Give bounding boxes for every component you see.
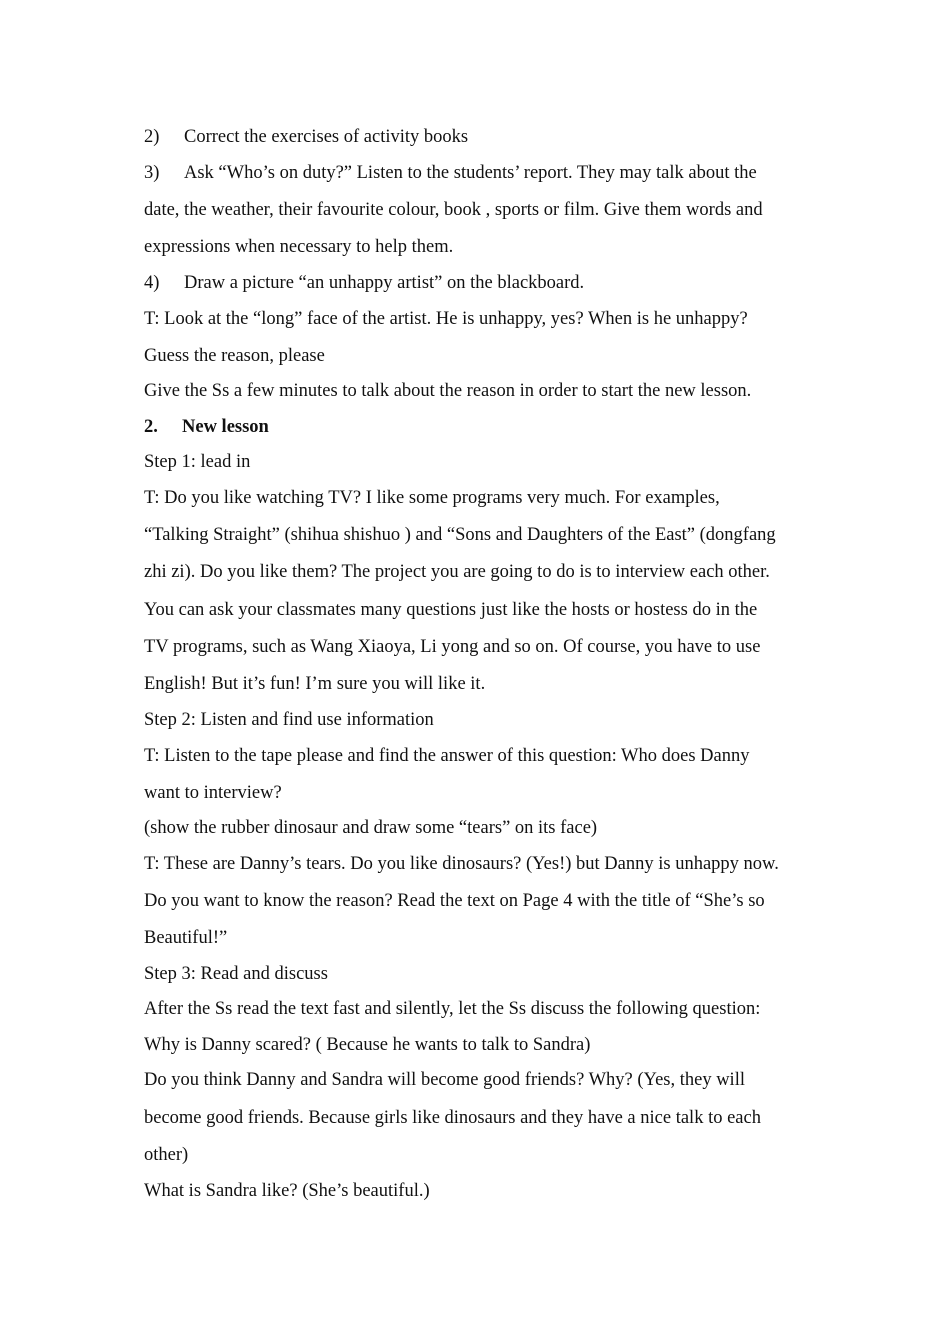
item-text: Draw a picture “an unhappy artist” on the blackboard. — [184, 273, 585, 293]
paragraph-line: date, the weather, their favourite colour, book , sports or film. Give them words and — [144, 200, 763, 220]
section-number: 2. — [144, 417, 158, 437]
paragraph-line: Do you want to know the reason? Read the text on Page 4 with the title of “She’s so — [144, 891, 765, 911]
paragraph-line: expressions when necessary to help them. — [144, 237, 454, 257]
list-item-4 — [144, 272, 584, 294]
step-heading: Step 3: Read and discuss — [144, 964, 328, 984]
paragraph-line: You can ask your classmates many questions just like the hosts or hostess do in the — [144, 600, 758, 620]
list-item-2 — [144, 126, 468, 148]
item-number: 4) — [144, 273, 160, 293]
paragraph-line: After the Ss read the text fast and silently, let the Ss discuss the following question: — [144, 999, 761, 1019]
step-heading: Step 2: Listen and find use information — [144, 710, 434, 730]
paragraph-line: (show the rubber dinosaur and draw some “tears” on its face) — [144, 818, 598, 838]
paragraph-line: TV programs, such as Wang Xiaoya, Li yong and so on. Of course, you have to use — [144, 637, 761, 657]
item-text: Correct the exercises of activity books — [184, 127, 469, 147]
paragraph-line: want to interview? — [144, 783, 282, 803]
section-heading — [144, 416, 269, 438]
item-number: 3) — [144, 163, 160, 183]
paragraph-line: Guess the reason, please — [144, 346, 325, 366]
paragraph-line: What is Sandra like? (She’s beautiful.) — [144, 1181, 430, 1201]
paragraph-line: T: Do you like watching TV? I like some programs very much. For examples, — [144, 488, 720, 508]
paragraph-line: Why is Danny scared? ( Because he wants to talk to Sandra) — [144, 1035, 591, 1055]
paragraph-line: T: Listen to the tape please and find the answer of this question: Who does Danny — [144, 746, 750, 766]
paragraph-line: English! But it’s fun! I’m sure you will like it. — [144, 674, 486, 694]
paragraph-line: Beautiful!” — [144, 928, 228, 948]
paragraph-line: “Talking Straight” (shihua shishuo ) and “Sons and Daughters of the East” (dongfang — [144, 525, 776, 545]
paragraph-line: other) — [144, 1145, 189, 1165]
paragraph-line: T: These are Danny’s tears. Do you like dinosaurs? (Yes!) but Danny is unhappy now. — [144, 854, 779, 874]
paragraph-line: become good friends. Because girls like dinosaurs and they have a nice talk to each — [144, 1108, 761, 1128]
step-heading: Step 1: lead in — [144, 452, 251, 472]
item-text: Ask “Who’s on duty?” Listen to the students’ report. They may talk about the — [184, 163, 757, 183]
section-title: New lesson — [182, 417, 269, 437]
list-item-3 — [144, 162, 757, 184]
paragraph-line: Give the Ss a few minutes to talk about the reason in order to start the new lesson. — [144, 381, 752, 401]
item-number: 2) — [144, 127, 160, 147]
paragraph-line: zhi zi). Do you like them? The project you are going to do is to interview each other. — [144, 562, 770, 582]
paragraph-line: T: Look at the “long” face of the artist. He is unhappy, yes? When is he unhappy? — [144, 309, 748, 329]
paragraph-line: Do you think Danny and Sandra will become good friends? Why? (Yes, they will — [144, 1070, 745, 1090]
